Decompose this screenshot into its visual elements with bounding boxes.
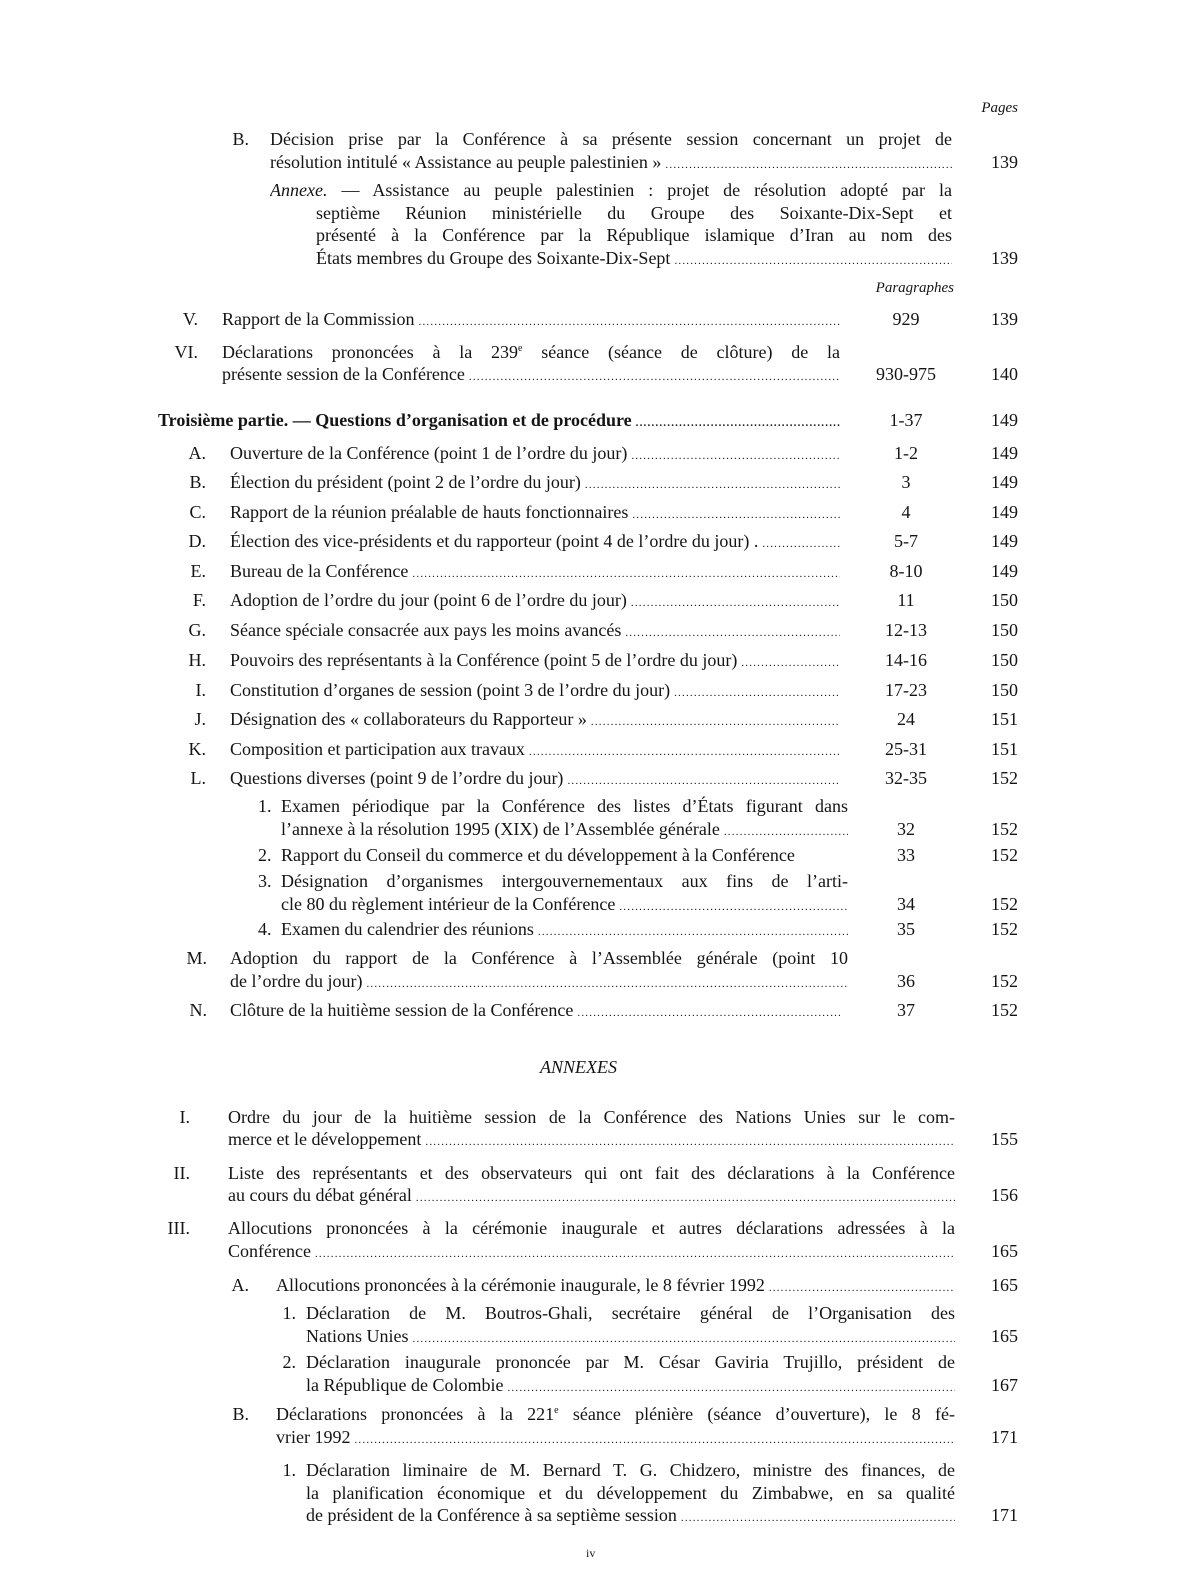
toc-entry-line <box>281 870 848 892</box>
toc-entry-text: Adoption de l’ordre du jour (point 6 de l’ordre du jour) <box>230 590 627 610</box>
dot-leader <box>577 1002 840 1021</box>
toc-entry-page: 167 <box>991 1375 1018 1395</box>
toc-entry-page: 149 <box>991 502 1018 522</box>
toc-entry-line <box>230 442 840 464</box>
toc-entry-label: 1. <box>258 796 272 816</box>
toc-entry-page: 156 <box>991 1185 1018 1205</box>
toc-entry-text: présente session de la Conférence <box>222 364 465 384</box>
toc-entry-paragraphs: 35 <box>897 919 915 939</box>
toc-entry-line <box>230 767 840 789</box>
toc-entry-line <box>228 1128 955 1150</box>
toc-entry-paragraphs: 1-37 <box>889 410 923 430</box>
toc-entry-page: 152 <box>991 971 1018 991</box>
paragraphs-column-header: Paragraphes <box>875 280 954 296</box>
toc-entry-text: Ordre du jour de la huitième session de la Conférence des Nations Unies sur le com- <box>228 1107 955 1127</box>
toc-entry-line <box>270 151 952 173</box>
toc-entry-text: l’annexe à la résolution 1995 (XIX) de l’Assemblée générale <box>281 819 720 839</box>
toc-entry-label: M. <box>186 948 207 968</box>
toc-entry-paragraphs: 37 <box>897 1000 915 1020</box>
toc-entry-page: 165 <box>991 1240 1018 1261</box>
dot-leader <box>469 366 840 385</box>
toc-entry-page: 151 <box>991 709 1018 729</box>
annexes-heading: ANNEXES <box>540 1057 617 1077</box>
toc-entry-label: H. <box>188 650 206 670</box>
toc-entry-page: 155 <box>991 1129 1018 1149</box>
toc-entry-label: 1. <box>282 1303 296 1323</box>
toc-entry-text: Désignation d’organismes intergouvernementaux aux fins de l’arti- <box>281 871 848 891</box>
toc-entry-line <box>230 619 840 641</box>
toc-entry-text: États membres du Groupe des Soixante-Dix-Sept <box>316 247 671 268</box>
toc-entry-page: 171 <box>991 1505 1018 1525</box>
superscript: e <box>554 1405 559 1416</box>
toc-entry-paragraphs: 34 <box>897 893 915 914</box>
toc-entry-text: cle 80 du règlement intérieur de la Conférence <box>281 893 616 914</box>
toc-entry-line <box>270 128 952 150</box>
toc-entry-text: Désignation des « collaborateurs du Rapporteur » <box>230 709 587 729</box>
toc-entry-label: V. <box>182 309 198 329</box>
toc-entry-label: III. <box>167 1218 190 1238</box>
toc-entry-text: Allocutions prononcées à la cérémonie inaugurale, le 8 février 1992 <box>276 1275 765 1295</box>
toc-entry-paragraphs: 25-31 <box>885 739 927 759</box>
toc-entry-text: Pouvoirs des représentants à la Conférence (point 5 de l’ordre du jour) <box>230 650 738 670</box>
toc-entry-page: 139 <box>991 309 1018 329</box>
toc-entry-page: 140 <box>991 364 1018 384</box>
toc-entry-line <box>270 179 952 201</box>
toc-entry-text: au cours du débat général <box>228 1185 412 1205</box>
toc-entry-paragraphs: 36 <box>897 971 915 991</box>
toc-entry-text: Rapport du Conseil du commerce et du développement à la Conférence <box>281 845 795 865</box>
toc-entry-text: Décision prise par la Conférence à sa présente session concernant un projet de <box>270 129 952 149</box>
toc-entry-line <box>230 708 840 730</box>
pages-column-header: Pages <box>981 100 1018 116</box>
toc-entry-line <box>306 1374 955 1396</box>
toc-entry-line <box>228 1106 955 1128</box>
toc-entry-label: J. <box>194 709 206 729</box>
toc-entry-paragraphs: 12-13 <box>885 620 927 640</box>
toc-entry-paragraphs: 3 <box>901 472 911 492</box>
toc-entry-line <box>222 341 840 363</box>
toc-entry-line <box>230 560 840 582</box>
dot-leader <box>681 1507 955 1526</box>
dot-leader <box>591 711 840 730</box>
toc-entry-text: présenté à la Conférence par la République islamique d’Iran au nom des <box>316 225 952 245</box>
toc-entry-text: la République de Colombie <box>306 1375 504 1395</box>
toc-entry-label: L. <box>190 768 206 788</box>
toc-entry-text: Rapport de la réunion préalable de hauts fonctionnaires <box>230 502 629 522</box>
toc-entry-page: 152 <box>991 919 1018 939</box>
dot-leader <box>366 973 848 992</box>
dot-leader <box>741 652 840 671</box>
toc-entry-text: Déclaration liminaire de M. Bernard T. G. Chidzero, ministre des finances, de <box>306 1460 955 1480</box>
dot-leader <box>724 821 848 840</box>
toc-entry-label: B. <box>189 472 206 492</box>
toc-entry-text: la planification économique et du développement du Zimbabwe, en sa qualité <box>306 1482 955 1503</box>
toc-entry-text: Clôture de la huitième session de la Conférence <box>230 1000 574 1020</box>
superscript: e <box>518 343 523 354</box>
toc-entry-line <box>276 1403 955 1425</box>
toc-entry-line <box>230 501 840 523</box>
toc-entry-text: Adoption du rapport de la Conférence à l’Assemblée générale (point 10 <box>230 948 848 968</box>
toc-entry-page: 151 <box>991 739 1018 759</box>
dot-leader <box>625 622 840 641</box>
toc-entry-label: II. <box>173 1163 190 1183</box>
toc-entry-text: Déclarations prononcées à la 239e séance (séance de clôture) de la <box>222 342 840 362</box>
toc-entry-label: I. <box>179 1107 190 1127</box>
toc-entry-page: 171 <box>991 1427 1018 1447</box>
dot-leader <box>419 311 841 330</box>
toc-entry-line <box>158 409 840 431</box>
toc-entry-text: Déclarations prononcées à la 221e séance plénière (séance d’ouverture), le 8 fé- <box>276 1404 955 1424</box>
toc-entry-text: — Assistance au peuple palestinien : projet de résolution adopté par la <box>341 180 952 200</box>
toc-entry-page: 150 <box>991 590 1018 610</box>
toc-entry-line <box>222 363 840 385</box>
dot-leader <box>315 1243 955 1262</box>
toc-entry-line <box>306 1504 955 1526</box>
toc-entry-line <box>230 471 840 493</box>
dot-leader <box>425 1131 955 1150</box>
toc-entry-paragraphs: 24 <box>897 709 915 729</box>
toc-entry-text: septième Réunion ministérielle du Groupe des Soixante-Dix-Sept et <box>316 202 952 223</box>
toc-entry-label: N. <box>189 1000 207 1020</box>
toc-entry-text: de l’ordre du jour) <box>230 971 363 991</box>
toc-entry-text: Déclaration inaugurale prononcée par M. César Gaviria Trujillo, président de <box>306 1352 955 1372</box>
toc-entry-page: 152 <box>991 845 1018 865</box>
toc-entry-line <box>281 795 848 817</box>
toc-entry-line <box>306 1351 955 1373</box>
toc-entry-line <box>276 1274 955 1296</box>
dot-leader <box>585 474 840 493</box>
toc-entry-page: 152 <box>991 819 1018 839</box>
toc-entry-line <box>230 738 840 760</box>
toc-entry-text: Liste des représentants et des observateurs qui ont fait des déclarations à la Conférence <box>228 1163 955 1183</box>
toc-entry-page: 152 <box>991 893 1018 914</box>
dot-leader <box>636 412 840 431</box>
toc-entry-text: Élection des vice-présidents et du rapporteur (point 4 de l’ordre du jour) . <box>230 531 759 551</box>
toc-entry-page: 165 <box>991 1275 1018 1295</box>
toc-entry-label: 2. <box>282 1352 296 1372</box>
dot-leader <box>529 741 840 760</box>
dot-leader <box>413 1328 956 1347</box>
toc-entry-line <box>306 1302 955 1324</box>
toc-entry-line <box>281 818 848 840</box>
toc-entry-text: Allocutions prononcées à la cérémonie inaugurale et autres déclarations adressées à la <box>228 1218 955 1238</box>
toc-entry-label: F. <box>192 590 206 610</box>
dot-leader <box>762 533 840 552</box>
toc-entry-text: de président de la Conférence à sa septième session <box>306 1505 677 1525</box>
toc-entry-page: 165 <box>991 1326 1018 1346</box>
toc-entry-line <box>230 589 840 611</box>
toc-entry-text: Examen périodique par la Conférence des listes d’États figurant dans <box>281 796 848 816</box>
toc-entry-line <box>306 1459 955 1481</box>
toc-entry-text: Rapport de la Commission <box>222 309 415 329</box>
toc-entry-line <box>228 1162 955 1184</box>
toc-entry-line <box>306 1482 955 1504</box>
toc-entry-line <box>230 649 840 671</box>
toc-entry-page: 152 <box>991 768 1018 788</box>
toc-entry-label: 2. <box>258 845 272 865</box>
toc-entry-paragraphs: 32-35 <box>885 768 927 788</box>
dot-leader <box>538 921 848 940</box>
toc-entry-label: E. <box>190 561 206 581</box>
dot-leader <box>674 682 840 701</box>
toc-entry-text: Composition et participation aux travaux <box>230 739 525 759</box>
toc-entry-paragraphs: 5-7 <box>894 531 918 551</box>
toc-entry-page: 149 <box>991 443 1018 463</box>
dot-leader <box>567 770 840 789</box>
dot-leader <box>665 154 952 173</box>
toc-entry-text: Constitution d’organes de session (point 3 de l’ordre du jour) <box>230 680 671 700</box>
toc-entry-page: 139 <box>991 247 1018 268</box>
toc-entry-line <box>230 679 840 701</box>
dot-leader <box>412 563 840 582</box>
toc-entry-label: D. <box>188 531 206 551</box>
dot-leader <box>619 896 848 915</box>
toc-entry-page: 149 <box>991 561 1018 581</box>
toc-entry-line <box>281 918 848 940</box>
toc-entry-paragraphs: 33 <box>897 845 915 865</box>
toc-entry-label: A. <box>231 1275 249 1295</box>
toc-entry-text: Questions diverses (point 9 de l’ordre du jour) <box>230 768 564 788</box>
toc-entry-label: VI. <box>174 342 198 362</box>
dot-leader <box>674 250 952 269</box>
toc-entry-paragraphs: 929 <box>892 309 920 329</box>
toc-entry-paragraphs: 17-23 <box>885 680 927 700</box>
toc-entry-line <box>230 970 848 992</box>
toc-entry-text: Déclaration de M. Boutros-Ghali, secrétaire général de l’Organisation des <box>306 1303 955 1323</box>
toc-entry-paragraphs: 4 <box>901 502 911 522</box>
toc-entry-label: 4. <box>258 919 272 939</box>
toc-entry-page: 150 <box>991 650 1018 670</box>
toc-entry-line <box>230 947 848 969</box>
toc-entry-paragraphs: 1-2 <box>894 443 918 463</box>
toc-entry-page: 149 <box>991 410 1018 430</box>
toc-entry-page: 139 <box>991 151 1018 172</box>
toc-entry-line <box>230 530 840 552</box>
toc-entry-label: 3. <box>258 871 272 891</box>
toc-entry-text: Examen du calendrier des réunions <box>281 919 534 939</box>
toc-entry-text: Ouverture de la Conférence (point 1 de l’ordre du jour) <box>230 443 628 463</box>
toc-entry-text: Nations Unies <box>306 1326 409 1346</box>
toc-entry-label: I. <box>195 680 206 700</box>
dot-leader <box>354 1429 955 1448</box>
toc-entry-text: Séance spéciale consacrée aux pays les moins avancés <box>230 620 622 640</box>
toc-entry-label: C. <box>189 502 206 522</box>
toc-entry-page: 149 <box>991 531 1018 551</box>
toc-entry-label: A. <box>188 443 206 463</box>
toc-entry-line <box>228 1184 955 1206</box>
toc-entry-line <box>228 1240 955 1262</box>
toc-entry-page: 150 <box>991 620 1018 640</box>
dot-leader <box>507 1377 955 1396</box>
toc-entry-paragraphs: 14-16 <box>885 650 927 670</box>
toc-entry-label: 1. <box>282 1460 296 1480</box>
page-number: iv <box>586 1546 596 1560</box>
toc-entry-label: K. <box>188 739 206 759</box>
toc-entry-paragraphs: 930-975 <box>876 364 936 384</box>
toc-entry-line <box>316 202 952 224</box>
toc-entry-page: 149 <box>991 472 1018 492</box>
toc-entry-label: B. <box>232 1404 249 1424</box>
toc-entry-text: vrier 1992 <box>276 1427 351 1447</box>
dot-leader <box>631 592 840 611</box>
toc-entry-paragraphs: 8-10 <box>889 561 923 581</box>
dot-leader <box>632 504 840 523</box>
toc-entry-line <box>281 893 848 915</box>
dot-leader <box>416 1187 955 1206</box>
dot-leader <box>769 1277 955 1296</box>
toc-entry-line <box>306 1325 955 1347</box>
toc-entry-paragraphs: 32 <box>897 819 915 839</box>
toc-entry-page: 150 <box>991 680 1018 700</box>
toc-entry-text: Conférence <box>228 1240 311 1261</box>
toc-entry-text: Bureau de la Conférence <box>230 561 409 581</box>
toc-entry-text: Élection du président (point 2 de l’ordre du jour) <box>230 472 581 492</box>
toc-entry-line <box>281 844 852 866</box>
toc-entry-label: G. <box>188 620 206 640</box>
toc-entry-text: merce et le développement <box>228 1129 422 1149</box>
dot-leader <box>631 445 840 464</box>
annex-prefix: Annexe. <box>270 180 328 200</box>
toc-entry-line <box>316 247 952 269</box>
toc-entry-label: B. <box>232 129 249 149</box>
toc-entry-text: résolution intitulé « Assistance au peuple palestinien » <box>270 151 662 172</box>
toc-entry-line <box>276 1426 955 1448</box>
toc-entry-line <box>230 999 840 1021</box>
toc-entry-line <box>222 308 840 330</box>
toc-entry-page: 152 <box>991 1000 1018 1020</box>
toc-entry-line <box>228 1217 955 1239</box>
toc-entry-line <box>316 224 952 246</box>
toc-entry-text: Troisième partie. — Questions d’organisation et de procédure <box>158 410 632 430</box>
toc-entry-paragraphs: 11 <box>897 590 915 610</box>
